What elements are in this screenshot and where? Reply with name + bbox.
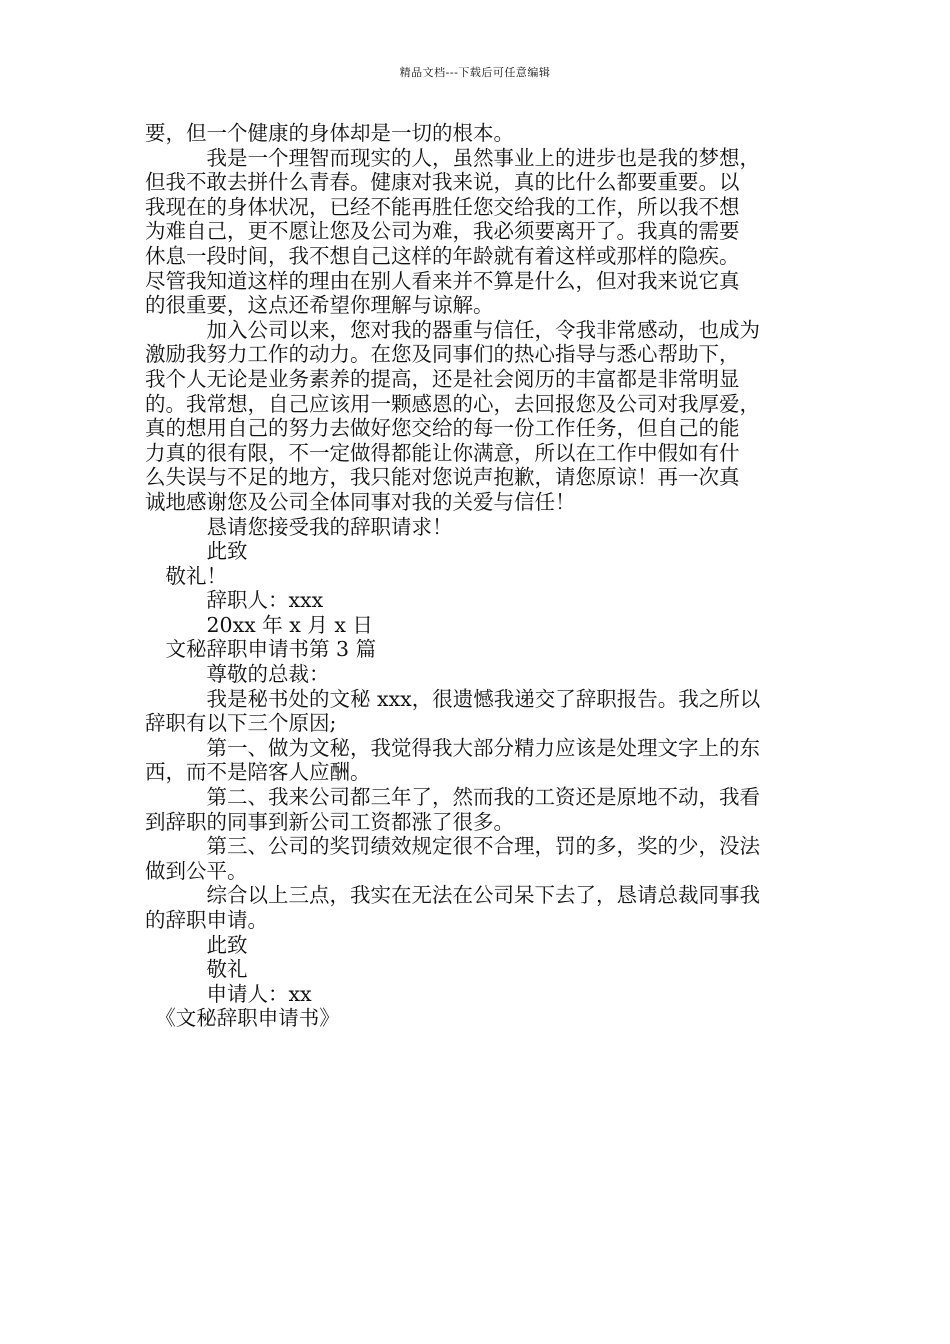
date-line: 20xx 年 x 月 x 日 [145,612,373,637]
closing-line: 敬礼！ [145,563,227,588]
text-line: 综合以上三点，我实在无法在公司呆下去了，恳请总裁同事我 [145,883,760,908]
text-line: 我是秘书处的文秘 xxx，很遗憾我递交了辞职报告。我之所以 [145,686,761,711]
text-line: 为难自己，更不愿让您及公司为难，我必须要离开了。我真的需要 [145,219,740,244]
text-line: 尽管我知道这样的理由在别人看来并不算是什么，但对我来说它真 [145,268,740,293]
closing-line: 此致 [145,932,248,957]
text-line: 到辞职的同事到新公司工资都涨了很多。 [145,809,514,834]
closing-line: 敬礼 [145,957,248,982]
text-line: 第二、我来公司都三年了，然而我的工资还是原地不动，我看 [145,785,760,810]
text-line: 真的想用自己的努力去做好您交给的每一份工作任务，但自己的能 [145,416,740,441]
text-line: 力真的很有限，不一定做得都能让你满意，所以在工作中假如有什 [145,440,740,465]
page-header: 精品文档---下载后可任意编辑 [399,66,551,79]
text-line: 第三、公司的奖罚绩效规定很不合理，罚的多，奖的少，没法 [145,834,760,859]
closing-line: 此致 [145,539,248,564]
text-line: 我个人无论是业务素养的提高，还是社会阅历的丰富都是非常明显 [145,366,740,391]
text-line: 么失误与不足的地方，我只能对您说声抱歉，请您原谅！再一次真 [145,465,740,490]
text-line: 做到公平。 [145,858,248,883]
text-line: 的辞职申请。 [145,908,268,932]
text-line: 诚地感谢您及公司全体同事对我的关爱与信任！ [145,489,576,514]
signature-line: 辞职人：xxx [145,588,324,613]
text-line: 但我不敢去拼什么青春。健康对我来说，真的比什么都要重要。以 [145,170,740,195]
text-line: 要，但一个健康的身体却是一切的根本。 [145,121,514,145]
salutation: 尊敬的总裁： [145,662,330,687]
text-line: 西，而不是陪客人应酬。 [145,760,371,785]
signature-line: 申请人：xx [145,981,312,1006]
text-line: 我现在的身体状况，已经不能再胜任您交给我的工作，所以我不想 [145,194,740,219]
closing-line: 恳请您接受我的辞职请求！ [145,514,453,539]
text-line: 我是一个理智而现实的人，虽然事业上的进步也是我的梦想， [145,145,760,170]
text-line: 激励我努力工作的动力。在您及同事们的热心指导与悉心帮助下， [145,342,740,367]
text-line: 第一、做为文秘，我觉得我大部分精力应该是处理文字上的东 [145,735,760,760]
document-title-footer: 《文秘辞职申请书》 [145,1006,340,1031]
section-title: 文秘辞职申请书第 3 篇 [145,637,377,662]
text-line: 辞职有以下三个原因; [145,711,337,736]
text-line: 的很重要，这点还希望你理解与谅解。 [145,293,494,318]
document-body [145,121,805,1031]
text-line: 休息一段时间，我不想自己这样的年龄就有着这样或那样的隐疾。 [145,243,740,268]
text-line: 的。我常想，自己应该用一颗感恩的心，去回报您及公司对我厚爱， [145,391,760,416]
text-line: 加入公司以来，您对我的器重与信任，令我非常感动，也成为 [145,317,760,342]
